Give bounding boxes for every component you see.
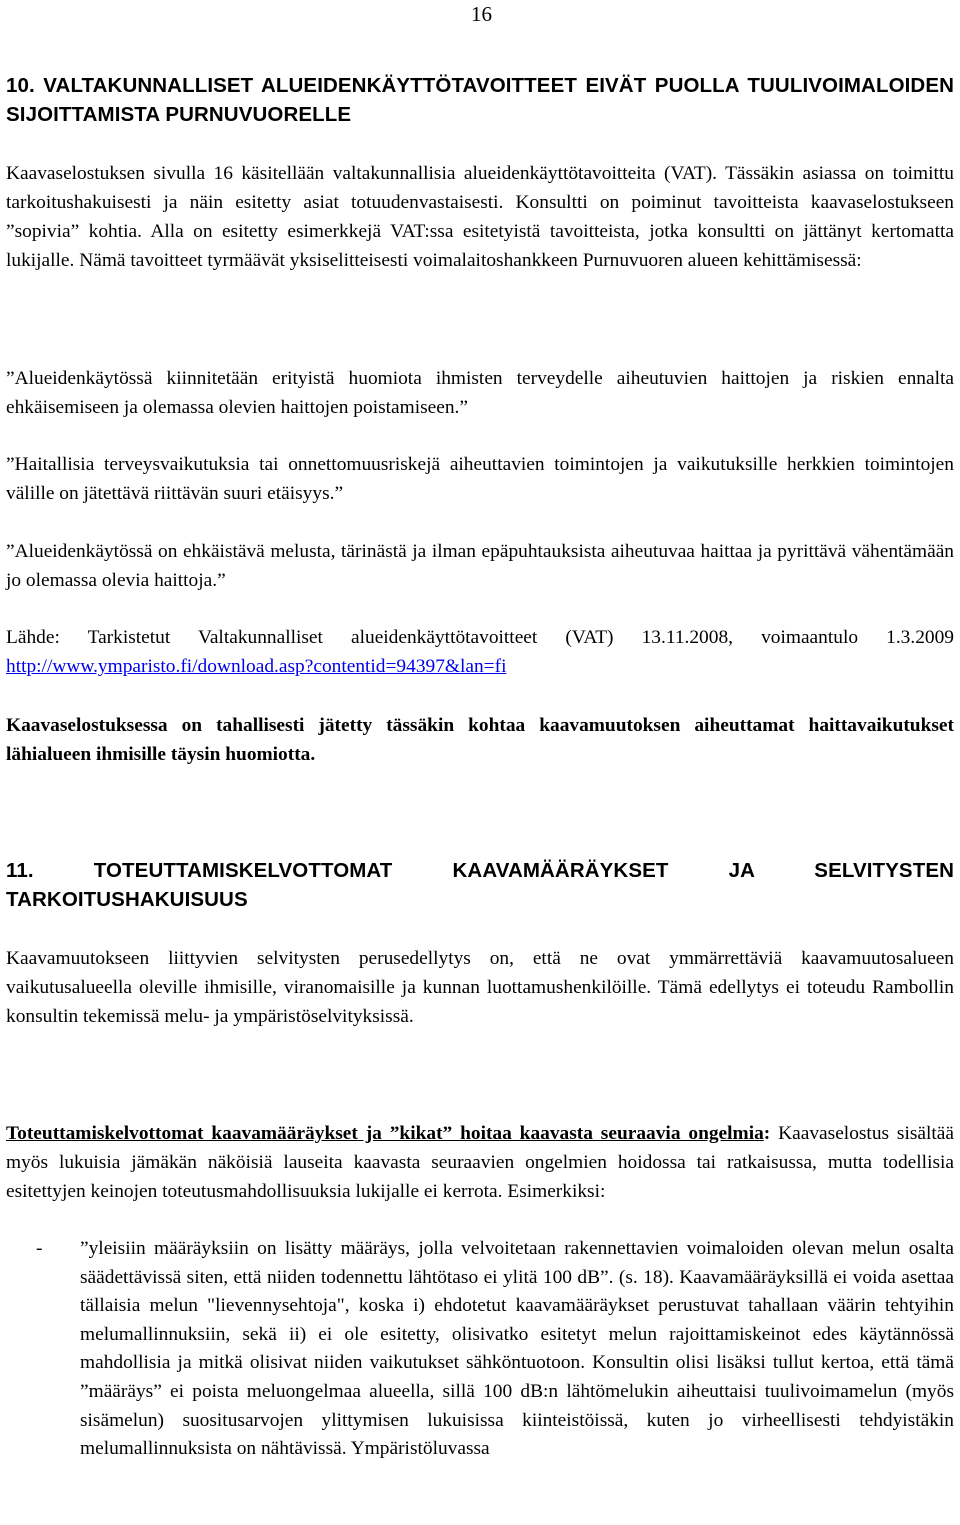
list-bullet-dash: - <box>36 1238 43 1259</box>
section-11-heading: 11. TOTEUTTAMISKELVOTTOMAT KAAVAMÄÄRÄYKSET JA SELVITYSTEN TARKOITUSHAKUISUUS <box>6 859 954 911</box>
paragraph-2-colon: : <box>763 1123 771 1144</box>
source-link[interactable]: http://www.ymparisto.fi/download.asp?contentid=94397&lan=fi <box>6 656 507 677</box>
vat-quote-2: ”Haitallisia terveysvaikutuksia tai onnettomuusriskejä aiheuttavien toimintojen ja vaikutuksille herkkien toimintojen välille on jätettävä riittävän suuri etäisyys.” <box>6 454 954 504</box>
section-10-conclusion: Kaavaselostuksessa on tahallisesti jätetty tässäkin kohtaa kaavamuutoksen aiheuttamat haittavaikutukset lähialueen ihmisille täysin huomiotta. <box>6 715 954 765</box>
section-10-heading: 10. VALTAKUNNALLISET ALUEIDENKÄYTTÖTAVOITTEET EIVÄT PUOLLA TUULIVOIMALOIDEN SIJOITTAMISTA PURNUVUORELLE <box>6 74 954 126</box>
paragraph-2-body: Kaavaselostus sisältää myös lukuisia jämäkän näköisiä lauseita kaavasta seuraavien ongelmien hoidossa tai ratkaisussa, mutta todellisia esitettyjen keinojen toteutusmahdollisuuksia lukijalle ei kerrota. Esimerkiksi: <box>6 1123 955 1202</box>
paragraph-2-title: Toteuttamiskelvottomat kaavamääräykset ja ”kikat” hoitaa kaavasta seuraavia ongelmia <box>6 1123 764 1144</box>
section-11-paragraph-1: Kaavamuutokseen liittyvien selvitysten perusedellytys on, että ne ovat ymmärrettäviä kaavamuutosalueen vaikutusalueella oleville ihmisille, viranomaisille ja kunnan luottamushenkilöille. Tämä edellytys ei toteudu Rambollin konsultin tekemissä melu- ja ympäristöselvityksissä. <box>6 948 954 1027</box>
list-item <box>6 1235 954 1464</box>
section-11-paragraph-2 <box>6 1119 954 1206</box>
list-item-text: ”yleisiin määräyksiin on lisätty määräys, jolla velvoitetaan rakennettavien voimaloiden olevan melun osalta säädettävissä siten, että niiden todennettu lähtötaso ei ylitä 100 dB”. (s. 18). Kaavamääräyksillä ei voida asettaa tällaisia melun "lievennysehtoja", koska i) ehdotetut kaavamääräykset perustuvat tahallaan väärin tehtyihin melumallinnuksiin, sekä ii) ei ole esitetty, olisivatko esitetyt melun rajoittamiskeinot edes käytännössä mahdollisia ja mitkä olisivat niiden vaikutukset sähköntuotoon. Konsultin olisi lisäksi tullut kertoa, että tämä ”määräys” ei poista meluongelmaa alueella, sillä 100 dB:n lähtömelukin aiheuttaisi tuulivoimamelun (myös sisämelun) suositusarvojen ylittymisen lukuisissa kiinteistöissä, kuten jo virheellisesti tehdyistäkin melumallinnuksista on nähtävissä. Ympäristöluvassa <box>80 1238 954 1460</box>
source-citation <box>6 623 954 681</box>
vat-quote-3: ”Alueidenkäytössä on ehkäistävä melusta, tärinästä ja ilman epäpuhtauksista aiheutuvaa haittaa ja pyrittävä vähentämään jo olemassa olevia haittoja.” <box>6 541 954 591</box>
section-10-intro: Kaavaselostuksen sivulla 16 käsitellään valtakunnallisia alueidenkäyttötavoitteita (VAT). Tässäkin asiassa on toimittu tarkoitushakuisesti ja näin esitetty asiat totuudenvastaisesti. Konsultti on poiminut tavoitteista kaavaselostukseen ”sopivia” kohtia. Alla on esitetty esimerkkejä VAT:ssa esitetyistä tavoitteista, jotka konsultti on jättänyt kertomatta lukijalle. Nämä tavoitteet tyrmäävät yksiselitteisesti voimalaitoshankkeen Purnuvuoren alueen kehittämisessä: <box>6 163 954 271</box>
page-number: 16 <box>471 2 492 26</box>
source-text: Lähde: Tarkistetut Valtakunnalliset alueidenkäyttötavoitteet (VAT) 13.11.2008, voimaantulo 1.3.2009 <box>6 627 954 648</box>
vat-quote-1: ”Alueidenkäytössä kiinnitetään erityistä huomiota ihmisten terveydelle aiheutuvien haittojen ja riskien ennalta ehkäisemiseen ja olemassa olevien haittojen poistamiseen.” <box>6 368 954 418</box>
